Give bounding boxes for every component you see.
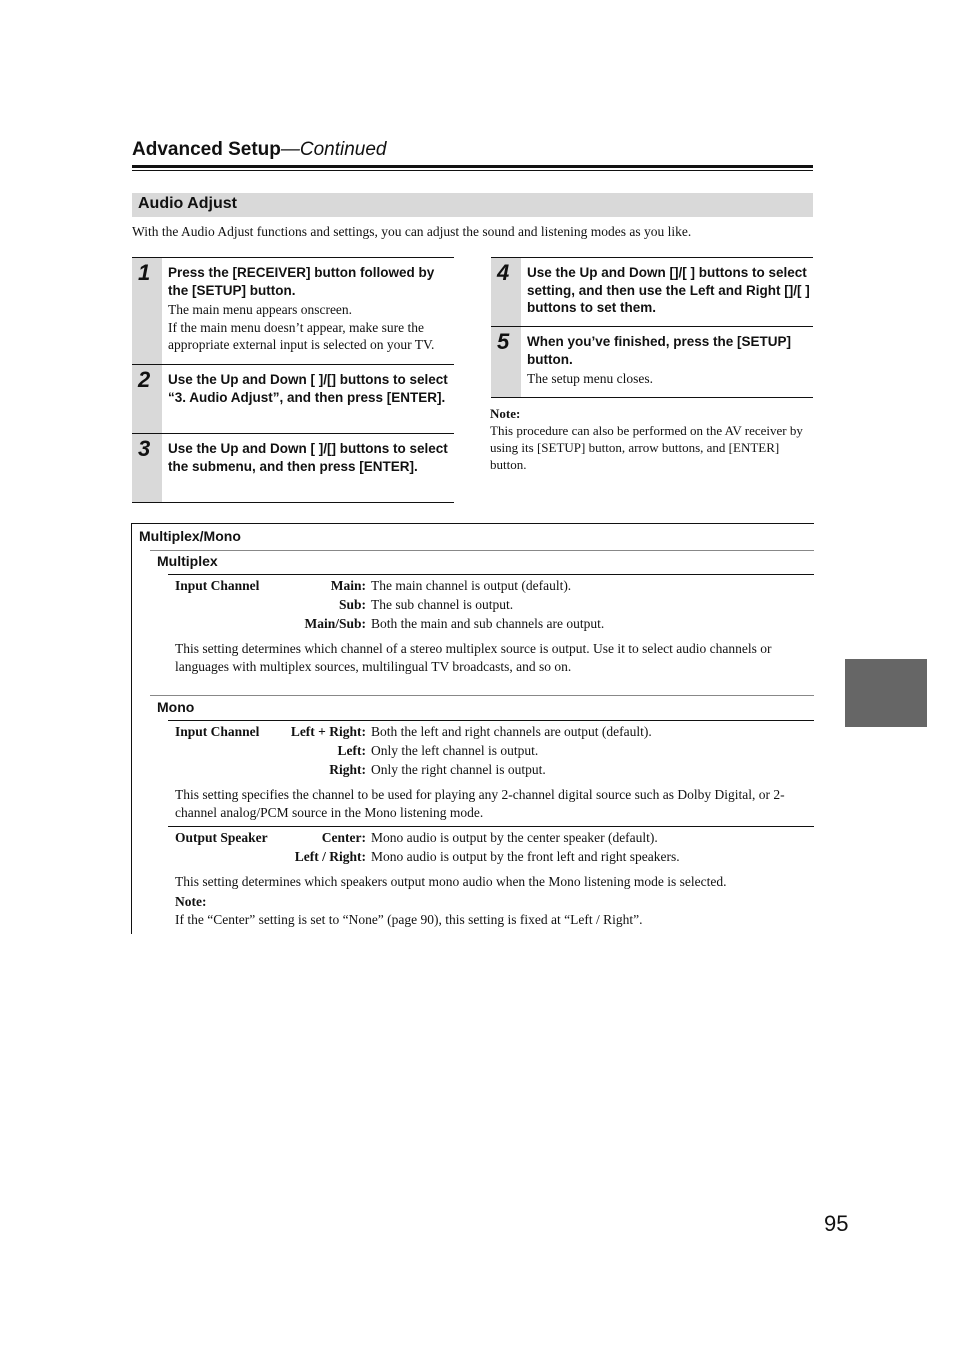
page-header-title: Advanced Setup [132, 139, 281, 160]
group-divider [150, 550, 814, 551]
step-number: 2 [138, 367, 151, 392]
mono-output-explanation: This setting determines which speakers output mono audio when the Mono listening mode is selected. [175, 874, 727, 889]
step-4 [491, 257, 813, 326]
page-header [132, 139, 813, 161]
step-number: 4 [497, 260, 510, 285]
mono-rule [168, 720, 814, 721]
note-label: Note: [490, 406, 521, 421]
option-desc: Only the left channel is output. [371, 743, 539, 758]
option-label: Left: [337, 743, 366, 758]
multiplex-title: Multiplex [157, 553, 218, 569]
settings-top-rule [132, 523, 814, 524]
step-number: 1 [138, 260, 151, 285]
section-title: Audio Adjust [138, 195, 237, 212]
section-title-bar [132, 193, 813, 217]
step-1 [132, 257, 454, 364]
step-instruction: Use the Up and Down [ ]/[] buttons to select the submenu, and then press [ENTER]. [168, 441, 448, 474]
option-label: Main: [330, 578, 366, 593]
header-rule-thin [132, 170, 813, 171]
option-desc: Mono audio is output by the center speaker (default). [371, 830, 658, 845]
option-label: Right: [329, 762, 366, 777]
step-detail: The setup menu closes. [527, 371, 653, 386]
steps-left-column [132, 257, 454, 503]
note-text: This procedure can also be performed on the AV receiver by using its [SETUP] button, arrow buttons, and [ENTER] button. [490, 423, 803, 472]
procedure-note [490, 405, 813, 473]
multiplex-param: Input Channel [175, 578, 260, 593]
mono-note-text: If the “Center” setting is set to “None” (page 90), this setting is fixed at “Left / Right”. [175, 912, 643, 927]
option-label: Center: [321, 830, 366, 845]
steps-bottom-rule [491, 397, 813, 398]
option-label: Left + Right: [290, 724, 366, 739]
settings-group-title: Multiplex/Mono [139, 528, 241, 544]
page-header-continued: —Continued [280, 139, 387, 160]
page-number: 95 [824, 1211, 849, 1236]
group-divider [150, 695, 814, 696]
option-desc: Both the left and right channels are output (default). [371, 724, 652, 739]
mono-input-param: Input Channel [175, 724, 260, 739]
steps-bottom-rule [132, 502, 454, 503]
multiplex-rule [168, 574, 814, 575]
section-intro: With the Audio Adjust functions and settings, you can adjust the sound and listening modes as you like. [132, 224, 692, 239]
mono-output-rule [168, 826, 814, 827]
header-rule [132, 165, 813, 168]
step-2 [132, 364, 454, 433]
step-instruction: When you’ve finished, press the [SETUP] button. [527, 334, 792, 367]
step-detail: If the main menu doesn’t appear, make sure the appropriate external input is selected on your TV. [168, 319, 435, 352]
mono-output-param: Output Speaker [175, 830, 268, 845]
option-desc: Only the right channel is output. [371, 762, 546, 777]
step-detail: The main menu appears onscreen. [168, 302, 353, 317]
step-number: 5 [497, 329, 510, 354]
step-number-box [132, 365, 162, 433]
step-instruction: Use the Up and Down [ ]/[] buttons to select “3. Audio Adjust”, and then press [ENTER]. [168, 372, 448, 405]
step-instruction: Press the [RECEIVER] button followed by the [SETUP] button. [168, 265, 435, 298]
mono-title: Mono [157, 699, 195, 715]
option-label: Left / Right: [294, 849, 366, 864]
steps-right-column [491, 257, 813, 398]
step-3 [132, 433, 454, 502]
option-desc: Both the main and sub channels are output. [371, 616, 605, 631]
step-number-box [132, 434, 162, 502]
mono-note-label: Note: [175, 894, 207, 909]
step-5 [491, 326, 813, 397]
multiplex-explanation: This setting determines which channel of a stereo multiplex source is output. Use it to select audio channels or languages with multiplex sources, multilingual TV broadcasts, and so on. [175, 641, 772, 674]
step-number-box [491, 258, 521, 326]
step-instruction: Use the Up and Down []/[ ] buttons to select setting, and then use the Left and Right []/[ ] buttons to set them. [527, 265, 810, 315]
step-number-box [491, 327, 521, 397]
step-number: 3 [138, 436, 151, 461]
option-label: Sub: [338, 597, 366, 612]
mono-input-explanation: This setting specifies the channel to be used for playing any 2-channel digital source such as Dolby Digital, or 2-channel analog/PCM source in the Mono listening mode. [175, 787, 785, 820]
chapter-tab [845, 659, 927, 727]
option-desc: The sub channel is output. [371, 597, 514, 612]
option-desc: Mono audio is output by the front left and right speakers. [371, 849, 680, 864]
option-label: Main/Sub: [304, 616, 366, 631]
option-desc: The main channel is output (default). [371, 578, 572, 593]
settings-table [131, 523, 814, 934]
step-number-box [132, 258, 162, 364]
